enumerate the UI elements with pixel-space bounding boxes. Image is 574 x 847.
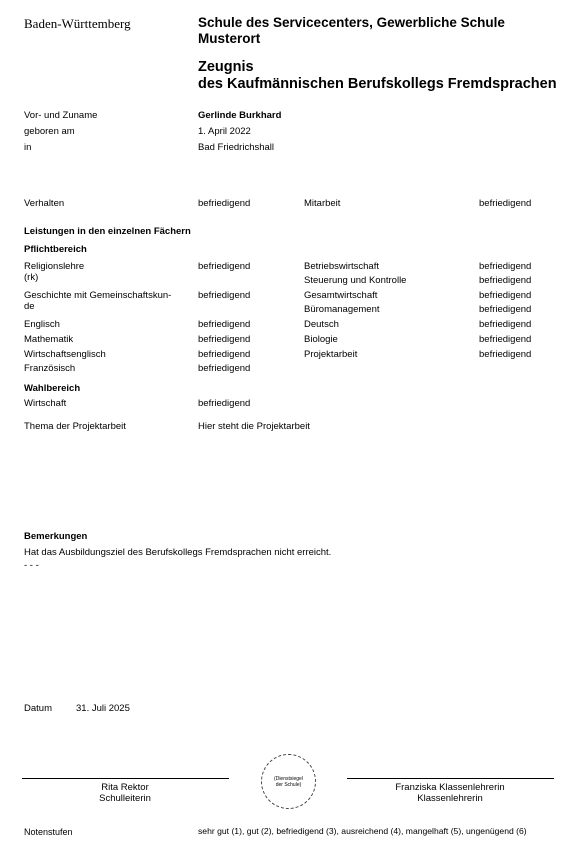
student-name: Gerlinde Burkhard [198,110,282,121]
grade-wirtschaft: befriedigend [198,398,251,409]
grade-steuerung: befriedigend [479,275,532,286]
subject-gesamtwirtschaft: Gesamtwirtschaft [304,290,378,301]
grading-scale-text: sehr gut (1), gut (2), befriedigend (3), ausreichend (4), mangelhaft (5), ungenügend (6) [198,826,527,836]
teacher-role: Klassenlehrerin [417,793,483,804]
subject-englisch: Englisch [24,319,60,330]
mitarbeit-label: Mitarbeit [304,198,341,209]
subject-wirtschaft: Wirtschaft [24,398,67,409]
verhalten-label: Verhalten [24,198,65,209]
grade-projektarbeit: befriedigend [479,349,532,360]
subject-deutsch: Deutsch [304,319,339,330]
birthplace-label: in [24,142,32,153]
subject-religion: Religionslehre [24,261,85,272]
grade-geschichte: befriedigend [198,290,251,301]
grading-scale-label: Notenstufen [24,827,73,837]
title-line2: des Kaufmännischen Berufskollegs Fremdsprachen [198,76,557,92]
official-seal [261,754,316,809]
date-value: 31. Juli 2025 [76,703,130,714]
grade-gesamtwirtschaft: befriedigend [479,290,532,301]
signature-teacher [347,782,553,804]
subject-geschichte: Geschichte mit Gemeinschaftskun- [24,290,172,301]
subject-geschichte-sub: de [24,301,35,312]
pflicht-heading: Pflichtbereich [24,244,87,255]
signature-line-left [22,778,229,779]
grade-mathematik: befriedigend [198,334,251,345]
birthplace-value: Bad Friedrichshall [198,142,275,153]
project-topic: Hier steht die Projektarbeit [198,421,310,432]
grade-betriebswirtschaft: befriedigend [479,261,532,272]
subject-biologie: Biologie [304,334,338,345]
teacher-name: Franziska Klassenlehrerin [395,782,505,793]
subject-religion-sub: (rk) [24,272,39,283]
subject-steuerung: Steuerung und Kontrolle [304,275,407,286]
subject-wirtschaftsenglisch: Wirtschaftsenglisch [24,349,106,360]
subject-bueromanagement: Büromanagement [304,304,380,315]
grade-biologie: befriedigend [479,334,532,345]
school-name [198,15,505,47]
subject-betriebswirtschaft: Betriebswirtschaft [304,261,379,272]
remarks-heading: Bemerkungen [24,531,88,542]
date-label: Datum [24,703,52,714]
project-label: Thema der Projektarbeit [24,421,126,432]
document-title [198,59,557,93]
remarks-text: Hat das Ausbildungsziel des Berufskollegs Fremdsprachen nicht erreicht. [24,547,332,558]
subject-mathematik: Mathematik [24,334,74,345]
signature-principal [22,782,228,804]
birthdate-value: 1. April 2022 [198,126,251,137]
title-line1: Zeugnis [198,59,254,75]
grade-religion: befriedigend [198,261,251,272]
subject-franzoesisch: Französisch [24,363,76,374]
grade-bueromanagement: befriedigend [479,304,532,315]
grade-englisch: befriedigend [198,319,251,330]
mitarbeit-grade: befriedigend [479,198,532,209]
remarks-dashes: - - - [24,560,39,571]
signature-line-right [347,778,554,779]
subject-projektarbeit: Projektarbeit [304,349,358,360]
seal-line2: der Schule) [275,781,302,788]
verhalten-grade: befriedigend [198,198,251,209]
birthdate-label: geboren am [24,126,75,137]
grade-franzoesisch: befriedigend [198,363,251,374]
name-label: Vor- und Zuname [24,110,98,121]
state-label: Baden-Württemberg [24,16,131,31]
seal-line1: (Dienstsiegel [274,775,303,782]
school-name-line1: Schule des Servicecenters, Gewerbliche Schule [198,15,505,30]
grade-wirtschaftsenglisch: befriedigend [198,349,251,360]
wahl-heading: Wahlbereich [24,383,81,394]
school-name-line2: Musterort [198,31,261,46]
principal-role: Schulleiterin [99,793,151,804]
principal-name: Rita Rektor [101,782,149,793]
grade-deutsch: befriedigend [479,319,532,330]
grades-heading: Leistungen in den einzelnen Fächern [24,226,191,237]
